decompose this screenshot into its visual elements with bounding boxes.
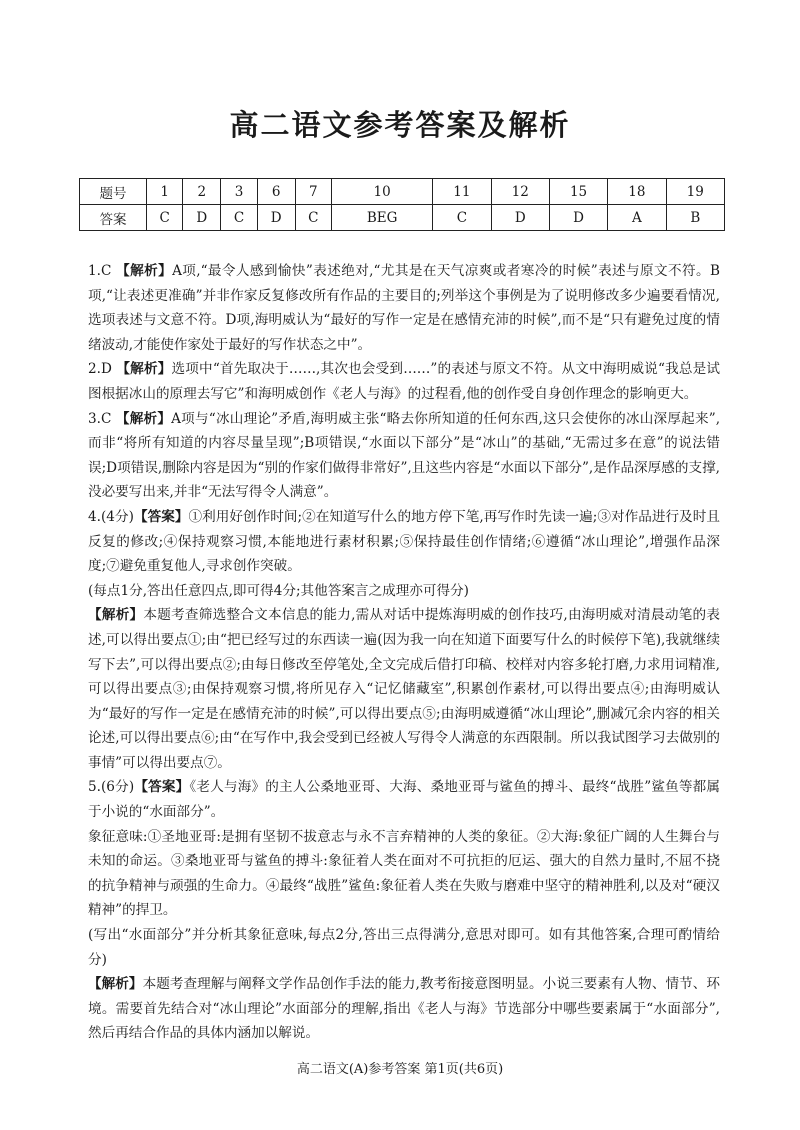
q4-analysis bbox=[88, 603, 720, 775]
answer-cell: B bbox=[666, 205, 724, 231]
q4-analysis-tag: 【解析】 bbox=[88, 607, 144, 624]
answer-row bbox=[80, 205, 725, 231]
question-number: 3 bbox=[221, 179, 257, 205]
row-label-answer: 答案 bbox=[80, 205, 147, 231]
q4-analysis-text: 本题考查筛选整合文本信息的能力,需从对话中提炼海明威的创作技巧,由海明威对清晨动笔的表述,可以得出要点①;由“把已经写过的东西读一遍(因为我一向在知道下面要写什么的时候停下笔),我就继续写下去”,可以得出要点②;由每日修改至停笔处,全文完成后借打印稿、校样对内容多轮打磨,力求用词精准,可以得出要点③;由保持观察习惯,将所见存入“记忆储藏室”,积累创作素材,可以得出要点④;由海明威认为“最好的写作一定是在感情充沛的时候”,可以得出要点⑤;由海明威遵循“冰山理论”,删减冗余内容的相关论述,可以得出要点⑥;由“在写作中,我会受到已经被人写得令人满意的东西限制。所以我试图学习去做别的事情”可以得出要点⑦。 bbox=[88, 607, 721, 771]
answer-cell: D bbox=[491, 205, 549, 231]
q1-tag: 【解析】 bbox=[116, 263, 173, 279]
question-number: 10 bbox=[332, 179, 433, 205]
q5-analysis bbox=[88, 972, 720, 1046]
q4-number: 4.(4分) bbox=[88, 508, 134, 525]
q3-explanation bbox=[88, 407, 720, 505]
question-number: 11 bbox=[433, 179, 491, 205]
q5-symbolism: 象征意味:①圣地亚哥:是拥有坚韧不拔意志与永不言弃精神的人类的象征。②大海:象征广阔的人生舞台与未知的命运。③桑地亚哥与鲨鱼的搏斗:象征着人类在面对不可抗拒的厄运、强大的自然力量时,不屈不挠的抗争精神与顽强的生命力。④最终“战胜”鲨鱼:象征着人类在失败与磨难中坚守的精神胜利,以及对“硬汉精神”的捍卫。 bbox=[88, 828, 720, 919]
page-title: 高二语文参考答案及解析 bbox=[229, 108, 571, 142]
question-number: 7 bbox=[295, 179, 331, 205]
question-number: 12 bbox=[491, 179, 549, 205]
q5-number: 5.(6分) bbox=[88, 779, 135, 796]
question-number: 2 bbox=[183, 179, 221, 205]
question-number: 6 bbox=[257, 179, 295, 205]
q4-scoring: (每点1分,答出任意四点,即可得4分;其他答案言之成理亦可得分) bbox=[88, 582, 469, 599]
row-label-question-number: 题号 bbox=[80, 179, 147, 205]
answer-cell: C bbox=[295, 205, 331, 231]
q2-number: 2.D bbox=[88, 361, 112, 378]
answer-cell: C bbox=[221, 205, 257, 231]
question-number: 19 bbox=[666, 179, 724, 205]
answer-cell: D bbox=[183, 205, 221, 231]
q1-text: A项,“最令人感到愉快”表述绝对,“尤其是在天气凉爽或者寒冷的时候”表述与原文不符。B项,“让表述更准确”并非作家反复修改所有作品的主要目的;列举这个事例是为了说明修改多少遍要看情况,选项表述与文意不符。D项,海明威认为“最好的写作一定是在感情充沛的时候”,而不是“只有避免过度的情绪波动,才能使作家处于最好的写作状态之中”。 bbox=[88, 263, 720, 353]
explanations bbox=[88, 259, 720, 1046]
q5-scoring: (写出“水面部分”并分析其象征意味,每点2分,答出三点得满分,意思对即可。如有其他答案,合理可酌情给分) bbox=[88, 927, 720, 968]
question-number: 18 bbox=[608, 179, 666, 205]
q4-answer bbox=[88, 505, 720, 579]
q4-tag: 【答案】 bbox=[133, 508, 189, 525]
q5-answer bbox=[88, 775, 720, 824]
answer-table bbox=[79, 178, 725, 231]
q5-tag: 【答案】 bbox=[134, 779, 190, 796]
q5-text: 《老人与海》的主人公桑地亚哥、大海、桑地亚哥与鲨鱼的搏斗、最终“战胜”鲨鱼等都属于小说的“水面部分”。 bbox=[88, 779, 721, 821]
q2-text: 选项中“首先取决于……,其次也会受到……”的表述与原文不符。从文中海明威说“我总是试图根据冰山的原理去写它”和海明威创作《老人与海》的过程看,他的创作受自身创作理念的影响更大。 bbox=[88, 361, 721, 402]
q1-explanation bbox=[88, 259, 720, 357]
q4-text: ①利用好创作时间;②在知道写什么的地方停下笔,再写作时先读一遍;③对作品进行及时且反复的修改;④保持观察习惯,本能地进行素材积累;⑤保持最佳创作情绪;⑥遵循“冰山理论”,增强作品深度;⑦避免重复他人,寻求创作突破。 bbox=[88, 508, 720, 575]
q2-explanation bbox=[88, 357, 720, 406]
q3-tag: 【解析】 bbox=[115, 410, 172, 427]
answer-cell: A bbox=[608, 205, 666, 231]
question-number: 1 bbox=[147, 179, 183, 205]
answer-cell: D bbox=[257, 205, 295, 231]
q3-number: 3.C bbox=[88, 410, 112, 427]
answer-cell: D bbox=[549, 205, 607, 231]
answer-cell: C bbox=[433, 205, 491, 231]
q3-text: A项与“冰山理论”矛盾,海明威主张“略去你所知道的任何东西,这只会使你的冰山深厚起来”,而非“将所有知道的内容尽量呈现”;B项错误,“水面以下部分”是“冰山”的基础,“无需过多在意”的说法错误;D项错误,删除内容是因为“别的作家们做得非常好”,且这些内容是“水面以下部分”,是作品深厚感的支撑,没必要写出来,并非“无法写得令人满意”。 bbox=[88, 410, 721, 501]
q1-number: 1.C bbox=[88, 263, 112, 279]
answer-cell: C bbox=[147, 205, 183, 231]
answer-cell: BEG bbox=[332, 205, 433, 231]
question-number-row bbox=[80, 179, 725, 205]
q5-analysis-tag: 【解析】 bbox=[88, 976, 143, 993]
question-number: 15 bbox=[549, 179, 607, 205]
q2-tag: 【解析】 bbox=[116, 361, 172, 378]
page-footer: 高二语文(A)参考答案 第1页(共6页) bbox=[296, 1062, 504, 1077]
q5-analysis-text: 本题考查理解与阐释文学作品创作手法的能力,教考衔接意图明显。小说三要素有人物、情节、环境。需要首先结合对“冰山理论”水面部分的理解,指出《老人与海》节选部分中哪些要素属于“水面部分”,然后再结合作品的具体内涵加以解说。 bbox=[88, 976, 721, 1042]
